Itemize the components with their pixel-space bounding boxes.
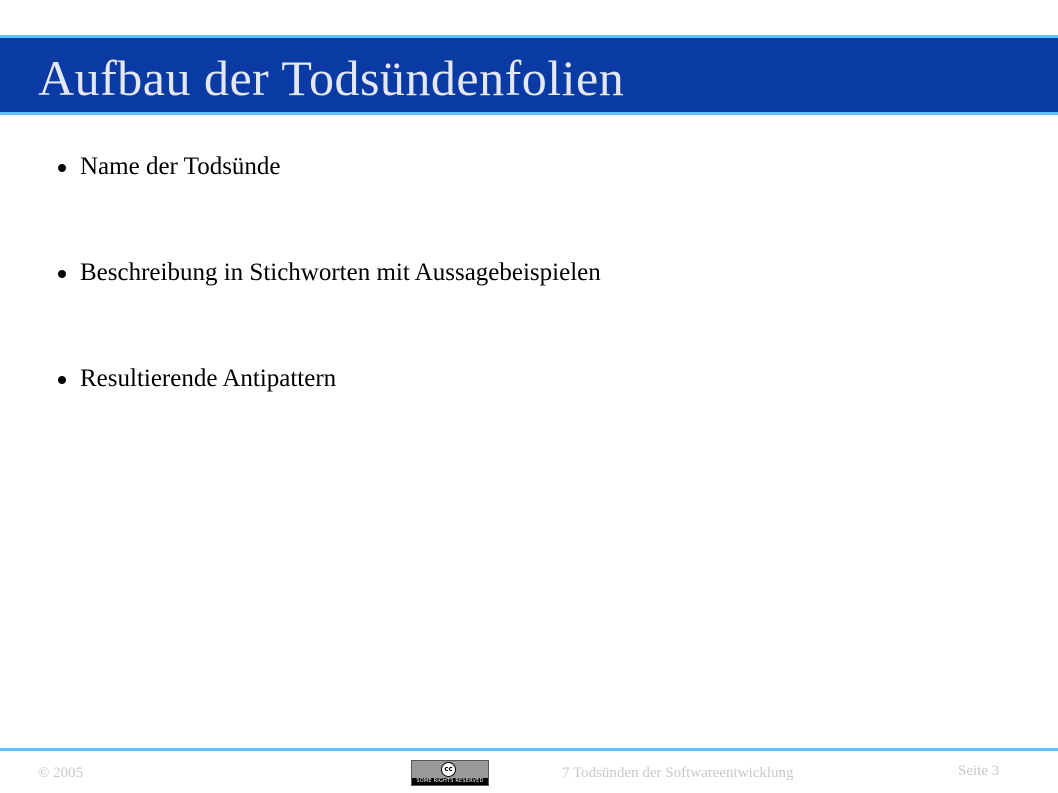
footer-copyright: © 2005 xyxy=(38,765,84,781)
bullet-dot-icon xyxy=(58,376,66,384)
bullet-text: Beschreibung in Stichworten mit Aussagebeispielen xyxy=(80,259,601,286)
cc-badge-top xyxy=(412,761,488,778)
cc-badge-label: SOME RIGHTS RESERVED xyxy=(412,778,488,785)
creative-commons-badge[interactable] xyxy=(411,760,489,786)
bullet-dot-icon xyxy=(58,270,66,278)
bullet-text: Resultierende Antipattern xyxy=(80,365,337,392)
bullet-dot-icon xyxy=(58,164,66,172)
creative-commons-icon: cc xyxy=(441,762,456,777)
slide-title: Aufbau der Todsündenfolien xyxy=(38,50,625,106)
footer-page-number: Seite 3 xyxy=(958,763,1000,779)
footer-divider xyxy=(0,748,1058,751)
bullet-text: Name der Todsünde xyxy=(80,153,281,180)
footer-presentation-title: 7 Todsünden der Softwareentwicklung xyxy=(562,765,794,781)
